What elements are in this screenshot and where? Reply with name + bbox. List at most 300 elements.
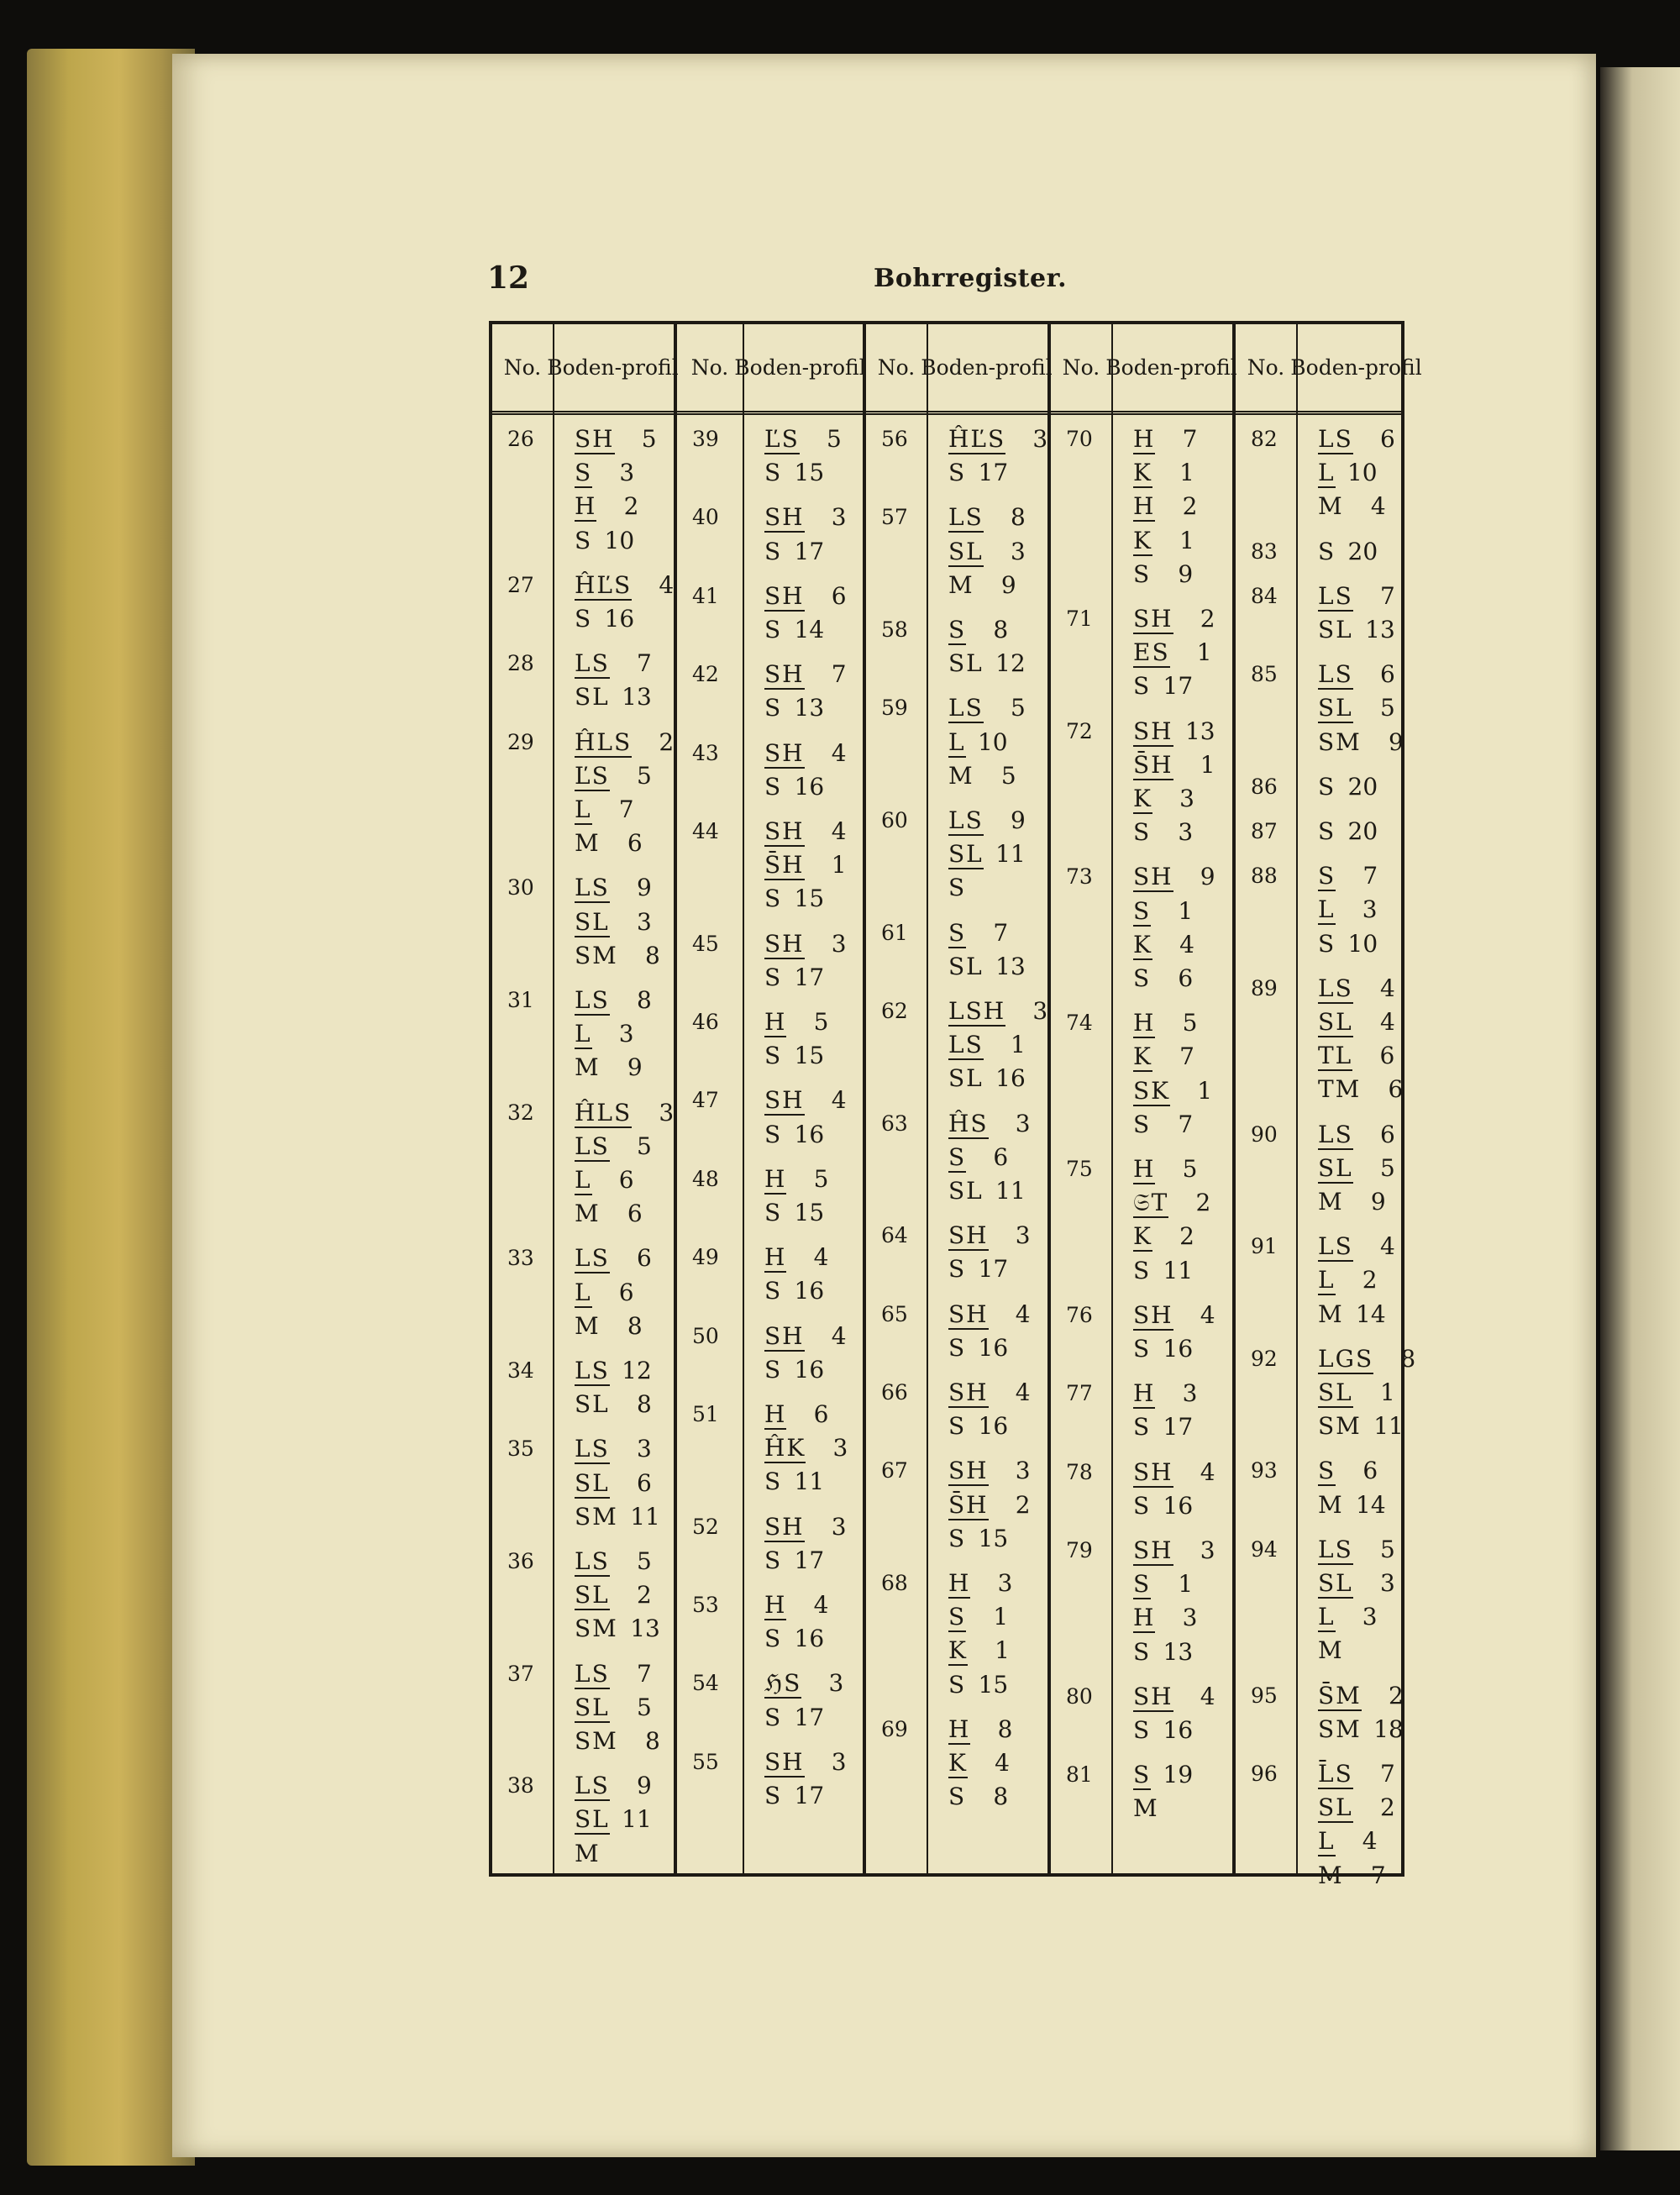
column-rule bbox=[927, 324, 928, 1873]
layer-thickness: 8 bbox=[645, 1727, 660, 1755]
entry-number: 64 bbox=[881, 1223, 908, 1248]
profile-row bbox=[1318, 974, 1395, 1002]
profile-row bbox=[948, 1064, 1026, 1092]
soil-symbol: S bbox=[948, 874, 967, 902]
profile-row bbox=[764, 1121, 824, 1148]
layer-thickness: 3 bbox=[831, 1747, 847, 1776]
layer-thickness: 8 bbox=[997, 1715, 1013, 1743]
soil-symbol: L bbox=[1318, 1827, 1336, 1856]
profile-row bbox=[1133, 1335, 1193, 1363]
entry-number: 37 bbox=[507, 1661, 534, 1686]
layer-thickness: 2 bbox=[623, 492, 639, 521]
profile-row bbox=[575, 571, 674, 599]
profile-row bbox=[948, 762, 1016, 790]
bohrregister-table bbox=[489, 321, 1422, 1889]
soil-symbol: SH bbox=[1133, 863, 1173, 891]
layer-thickness: 5 bbox=[1000, 761, 1016, 790]
entry-number: 62 bbox=[881, 999, 908, 1023]
layer-thickness: 1 bbox=[1200, 750, 1215, 779]
header-boden-line2: profil bbox=[809, 354, 866, 380]
soil-symbol: SH bbox=[948, 1300, 989, 1328]
profile-row bbox=[948, 953, 1026, 980]
profile-row bbox=[575, 1435, 652, 1462]
profile-row bbox=[1133, 964, 1193, 992]
layer-thickness: 10 bbox=[604, 526, 635, 554]
layer-thickness: 4 bbox=[1179, 930, 1194, 958]
layer-thickness: 11 bbox=[995, 840, 1026, 869]
soil-symbol: M bbox=[1318, 1490, 1344, 1519]
profile-row bbox=[1318, 1075, 1403, 1103]
layer-thickness: 1 bbox=[831, 851, 847, 880]
layer-thickness: 3 bbox=[1362, 895, 1378, 924]
soil-symbol: S bbox=[1133, 1491, 1152, 1520]
profile-row bbox=[948, 1671, 1008, 1699]
profile-row bbox=[1133, 1492, 1193, 1520]
soil-symbol: S bbox=[1133, 1110, 1152, 1138]
soil-symbol: TL bbox=[1318, 1042, 1353, 1070]
profile-row bbox=[575, 1469, 652, 1497]
soil-symbol: S bbox=[1133, 559, 1152, 588]
layer-thickness: 9 bbox=[636, 1772, 652, 1800]
soil-symbol: LS bbox=[1318, 581, 1353, 610]
layer-thickness: 1 bbox=[1178, 1570, 1194, 1599]
profile-row bbox=[948, 1525, 1008, 1552]
soil-symbol: S bbox=[1133, 964, 1152, 992]
soil-symbol: SL bbox=[575, 1390, 610, 1419]
profile-row bbox=[1133, 1009, 1197, 1037]
soil-symbol: LS bbox=[948, 806, 984, 834]
soil-symbol: LS bbox=[1318, 425, 1353, 453]
layer-thickness: 3 bbox=[1200, 1536, 1215, 1564]
profile-row bbox=[575, 492, 638, 520]
soil-symbol: SL bbox=[948, 840, 984, 869]
soil-symbol: SM bbox=[575, 1727, 618, 1755]
layer-thickness: 5 bbox=[1182, 1155, 1198, 1183]
profile-row bbox=[1318, 1715, 1404, 1743]
profile-row bbox=[764, 1008, 828, 1036]
soil-symbol: M bbox=[575, 1053, 601, 1082]
profile-row bbox=[1133, 931, 1194, 958]
facing-page-edge bbox=[1600, 67, 1680, 2150]
layer-thickness: 3 bbox=[1362, 1603, 1378, 1631]
profile-row bbox=[1318, 1188, 1386, 1216]
profile-row bbox=[764, 1086, 847, 1114]
layer-thickness: 8 bbox=[993, 1783, 1009, 1811]
soil-symbol: S̄H bbox=[948, 1490, 989, 1519]
layer-thickness: 15 bbox=[794, 885, 825, 913]
profile-row bbox=[1133, 1716, 1193, 1744]
layer-thickness: 3 bbox=[1015, 1457, 1031, 1485]
layer-thickness: 3 bbox=[1178, 818, 1194, 847]
layer-thickness: 9 bbox=[1010, 806, 1026, 834]
soil-symbol: SL bbox=[575, 683, 610, 712]
profile-row bbox=[575, 1279, 634, 1306]
entry-number: 82 bbox=[1251, 427, 1278, 451]
layer-thickness: 7 bbox=[1179, 1042, 1194, 1071]
layer-thickness: 4 bbox=[1200, 1682, 1215, 1710]
profile-row bbox=[764, 459, 824, 486]
entry-number: 48 bbox=[692, 1166, 719, 1191]
layer-thickness: 6 bbox=[1388, 1075, 1404, 1104]
soil-symbol: LS bbox=[575, 986, 610, 1014]
soil-symbol: ĤS bbox=[948, 1109, 989, 1137]
header-boden-line2: profil bbox=[1365, 354, 1422, 380]
profile-row bbox=[575, 683, 652, 711]
entry-number: 91 bbox=[1251, 1234, 1278, 1259]
soil-symbol: SL bbox=[575, 1468, 610, 1497]
profile-row bbox=[764, 1625, 824, 1652]
profile-row bbox=[948, 616, 1008, 643]
layer-thickness: 6 bbox=[1379, 1120, 1395, 1148]
layer-thickness: 5 bbox=[641, 425, 657, 453]
soil-symbol: L bbox=[575, 1020, 592, 1048]
profile-row bbox=[948, 1334, 1008, 1362]
layer-thickness: 15 bbox=[794, 1042, 825, 1070]
soil-symbol: S bbox=[1133, 818, 1152, 847]
soil-symbol: L bbox=[575, 796, 592, 823]
entry-number: 47 bbox=[692, 1088, 719, 1113]
soil-symbol: ĤĽS bbox=[948, 425, 1006, 453]
layer-thickness: 8 bbox=[636, 1390, 652, 1419]
soil-symbol: M bbox=[575, 1839, 601, 1867]
profile-row bbox=[575, 1099, 674, 1126]
layer-thickness: 2 bbox=[636, 1581, 652, 1609]
soil-symbol: S bbox=[948, 616, 967, 643]
header-no: No. bbox=[690, 354, 729, 380]
soil-symbol: S bbox=[575, 459, 593, 487]
entry-number: 30 bbox=[507, 875, 534, 901]
profile-row bbox=[948, 728, 1008, 756]
soil-symbol: K bbox=[948, 1636, 968, 1665]
profile-row bbox=[1318, 895, 1378, 923]
profile-row bbox=[764, 694, 824, 722]
soil-symbol: H bbox=[948, 1569, 971, 1597]
layer-thickness: 9 bbox=[1178, 559, 1194, 588]
soil-symbol: S bbox=[575, 526, 593, 554]
soil-symbol: LS bbox=[1318, 1232, 1353, 1261]
profile-row bbox=[1133, 1604, 1197, 1631]
header-boden-line1: Boden- bbox=[1105, 354, 1181, 380]
layer-thickness: 8 bbox=[1400, 1344, 1416, 1373]
entry-number: 56 bbox=[881, 427, 908, 451]
soil-symbol: S bbox=[764, 1042, 783, 1070]
soil-symbol: LS bbox=[575, 1357, 610, 1384]
layer-thickness: 7 bbox=[993, 918, 1009, 947]
layer-thickness: 6 bbox=[618, 1166, 634, 1194]
soil-symbol: S̄H bbox=[1133, 750, 1173, 779]
layer-thickness: 3 bbox=[1032, 997, 1048, 1025]
layer-thickness: 5 bbox=[636, 761, 652, 790]
soil-symbol: ĽS bbox=[764, 425, 800, 453]
entry-number: 40 bbox=[692, 505, 719, 530]
profile-row bbox=[948, 1749, 1010, 1777]
layer-thickness: 3 bbox=[832, 1434, 848, 1462]
layer-thickness: 3 bbox=[619, 459, 635, 487]
layer-thickness: 9 bbox=[1389, 727, 1404, 756]
soil-symbol: S bbox=[764, 1355, 783, 1384]
soil-symbol: SH bbox=[1133, 1682, 1173, 1710]
profile-row bbox=[1318, 1154, 1395, 1182]
layer-thickness: 13 bbox=[1184, 717, 1215, 745]
layer-thickness: 15 bbox=[978, 1524, 1009, 1552]
profile-row bbox=[764, 773, 824, 801]
layer-thickness: 6 bbox=[813, 1400, 829, 1428]
soil-symbol: SL bbox=[575, 1805, 610, 1834]
soil-symbol: SL bbox=[1318, 616, 1353, 643]
profile-row bbox=[948, 1110, 1031, 1137]
soil-symbol: H bbox=[1133, 1379, 1156, 1408]
soil-symbol: M bbox=[1318, 1636, 1344, 1665]
soil-symbol: L bbox=[575, 1278, 592, 1306]
soil-symbol: S bbox=[764, 1782, 783, 1809]
layer-thickness: 16 bbox=[794, 1355, 825, 1384]
header-boden-line1: Boden- bbox=[1290, 354, 1366, 380]
soil-symbol: S bbox=[1133, 1570, 1152, 1599]
layer-thickness: 13 bbox=[995, 952, 1026, 980]
soil-symbol: SM bbox=[575, 941, 618, 969]
soil-symbol: L bbox=[1318, 1266, 1336, 1294]
entry-number: 79 bbox=[1066, 1538, 1093, 1562]
layer-thickness: 4 bbox=[1200, 1300, 1215, 1329]
layer-thickness: 5 bbox=[1010, 694, 1026, 722]
layer-thickness: 6 bbox=[1379, 1042, 1395, 1070]
layer-thickness: 4 bbox=[659, 570, 675, 599]
profile-row bbox=[575, 425, 657, 453]
soil-symbol: LS bbox=[575, 1772, 610, 1800]
entry-number: 34 bbox=[507, 1358, 534, 1383]
profile-row bbox=[575, 1581, 652, 1609]
layer-thickness: 20 bbox=[1347, 772, 1378, 801]
profile-row bbox=[1318, 1536, 1395, 1563]
soil-symbol: M bbox=[575, 1311, 601, 1340]
profile-row bbox=[1133, 672, 1193, 700]
soil-symbol: S bbox=[1133, 1413, 1152, 1441]
layer-thickness: 18 bbox=[1373, 1715, 1404, 1743]
entry-number: 61 bbox=[881, 920, 908, 945]
soil-symbol: SM bbox=[1318, 727, 1362, 756]
entry-number: 41 bbox=[692, 583, 719, 608]
layer-thickness: 4 bbox=[1015, 1378, 1031, 1406]
profile-row bbox=[1133, 1077, 1212, 1105]
profile-row bbox=[948, 571, 1016, 599]
profile-row bbox=[1318, 1345, 1415, 1373]
layer-thickness: 12 bbox=[622, 1357, 652, 1384]
profile-row bbox=[948, 649, 1026, 677]
layer-thickness: 17 bbox=[978, 1255, 1009, 1284]
entry-number: 84 bbox=[1251, 583, 1278, 608]
profile-row bbox=[1133, 527, 1194, 554]
soil-symbol: S bbox=[575, 605, 593, 633]
soil-symbol: SH bbox=[764, 581, 805, 610]
soil-symbol: L̄S bbox=[1318, 1760, 1353, 1788]
soil-symbol: SL bbox=[1318, 1793, 1353, 1822]
entry-number: 76 bbox=[1066, 1302, 1093, 1327]
profile-row bbox=[1318, 1121, 1395, 1148]
profile-row bbox=[575, 527, 634, 554]
soil-symbol: SH bbox=[1133, 1457, 1173, 1486]
layer-thickness: 3 bbox=[618, 1020, 634, 1048]
profile-row bbox=[948, 1177, 1026, 1205]
soil-symbol: M bbox=[948, 570, 974, 599]
entry-number: 50 bbox=[692, 1323, 719, 1348]
profile-row bbox=[1318, 459, 1378, 486]
layer-thickness: 4 bbox=[831, 1321, 847, 1350]
layer-thickness: 17 bbox=[794, 537, 825, 565]
column-rule bbox=[743, 324, 744, 1873]
layer-thickness: 12 bbox=[995, 649, 1026, 678]
layer-thickness: 17 bbox=[1163, 1413, 1194, 1441]
soil-symbol: S bbox=[1318, 537, 1336, 565]
layer-thickness: 5 bbox=[813, 1008, 829, 1036]
profile-row bbox=[764, 538, 824, 565]
soil-symbol: SL bbox=[575, 1581, 610, 1609]
layer-thickness: 3 bbox=[1182, 1604, 1198, 1632]
layer-thickness: 1 bbox=[993, 1603, 1009, 1631]
soil-symbol: S bbox=[1133, 672, 1152, 701]
soil-symbol: M bbox=[948, 761, 974, 790]
soil-symbol: SM bbox=[575, 1615, 618, 1643]
soil-symbol: S bbox=[764, 1546, 783, 1574]
column-rule bbox=[1111, 324, 1113, 1873]
layer-thickness: 6 bbox=[618, 1278, 634, 1306]
soil-symbol: S bbox=[764, 772, 783, 801]
entry-number: 39 bbox=[692, 427, 719, 451]
layer-thickness: 4 bbox=[1370, 492, 1386, 521]
layer-thickness: 9 bbox=[636, 874, 652, 902]
soil-symbol: H bbox=[1133, 425, 1156, 453]
header-bodenprofil bbox=[921, 324, 1053, 411]
entry-number: 36 bbox=[507, 1549, 534, 1573]
profile-row bbox=[948, 1603, 1008, 1630]
header-boden-line1: Boden- bbox=[547, 354, 622, 380]
layer-thickness: 13 bbox=[622, 683, 652, 712]
header-no: No. bbox=[877, 354, 916, 380]
layer-thickness: 2 bbox=[1195, 1189, 1211, 1217]
entry-number: 59 bbox=[881, 696, 908, 721]
layer-thickness: 6 bbox=[636, 1468, 652, 1497]
layer-thickness: 11 bbox=[622, 1805, 652, 1834]
soil-symbol: SH bbox=[764, 1086, 805, 1115]
entry-number: 68 bbox=[881, 1571, 908, 1595]
layer-thickness: 11 bbox=[1373, 1412, 1404, 1441]
soil-symbol: S bbox=[948, 918, 967, 947]
soil-symbol: L bbox=[575, 1166, 592, 1194]
layer-thickness: 15 bbox=[794, 459, 825, 487]
profile-row bbox=[948, 1715, 1012, 1743]
profile-row bbox=[1133, 638, 1212, 666]
layer-thickness: 2 bbox=[1379, 1793, 1395, 1822]
profile-row bbox=[575, 1132, 652, 1160]
group-rule bbox=[863, 324, 866, 1873]
profile-row bbox=[1318, 1042, 1394, 1069]
profile-row bbox=[1133, 863, 1215, 890]
profile-row bbox=[1133, 1189, 1210, 1217]
soil-symbol: ES bbox=[1133, 638, 1170, 667]
layer-thickness: 20 bbox=[1347, 537, 1378, 565]
layer-thickness: 11 bbox=[995, 1177, 1026, 1205]
layer-thickness: 8 bbox=[636, 986, 652, 1014]
profile-row bbox=[948, 806, 1026, 834]
soil-symbol: S bbox=[948, 1670, 967, 1699]
profile-row bbox=[1133, 1536, 1215, 1564]
soil-symbol: H bbox=[764, 1591, 787, 1619]
entry-number: 74 bbox=[1066, 1011, 1093, 1036]
layer-thickness: 3 bbox=[997, 1569, 1013, 1597]
soil-symbol: K bbox=[1133, 526, 1152, 554]
profile-row bbox=[575, 762, 652, 790]
soil-symbol: LS bbox=[575, 649, 610, 678]
profile-row bbox=[1133, 751, 1215, 779]
layer-thickness: 5 bbox=[1379, 1153, 1395, 1182]
soil-symbol: SH bbox=[764, 1747, 805, 1776]
entry-number: 63 bbox=[881, 1111, 908, 1136]
profile-row bbox=[1318, 1682, 1404, 1709]
layer-thickness: 7 bbox=[636, 1659, 652, 1688]
layer-thickness: 16 bbox=[978, 1333, 1009, 1362]
profile-row bbox=[948, 840, 1026, 868]
layer-thickness: 4 bbox=[831, 738, 847, 767]
layer-thickness: 2 bbox=[659, 727, 675, 756]
header-boden-line2: profil bbox=[995, 354, 1053, 380]
soil-symbol: S bbox=[764, 1625, 783, 1653]
entry-number: 31 bbox=[507, 988, 534, 1012]
header-no: No. bbox=[503, 354, 542, 380]
soil-symbol: SL bbox=[1318, 1378, 1353, 1406]
header-boden-line2: profil bbox=[1180, 354, 1237, 380]
entry-number: 93 bbox=[1251, 1458, 1278, 1483]
soil-symbol: S bbox=[1133, 1761, 1152, 1789]
layer-thickness: 6 bbox=[636, 1244, 652, 1273]
profile-row bbox=[764, 964, 824, 991]
profile-row bbox=[1318, 728, 1404, 756]
profile-row bbox=[948, 1221, 1031, 1249]
entry-number: 55 bbox=[692, 1749, 719, 1774]
layer-thickness: 7 bbox=[618, 796, 634, 823]
layer-thickness: 1 bbox=[1179, 459, 1194, 487]
layer-thickness: 16 bbox=[794, 1277, 825, 1305]
entry-number: 27 bbox=[507, 572, 534, 597]
profile-row bbox=[575, 1805, 652, 1833]
entry-number: 44 bbox=[692, 819, 719, 843]
soil-symbol: L bbox=[1318, 459, 1336, 487]
profile-row bbox=[764, 1165, 828, 1193]
layer-thickness: 2 bbox=[1015, 1490, 1031, 1519]
layer-thickness: 10 bbox=[977, 727, 1008, 756]
entry-number: 38 bbox=[507, 1773, 534, 1799]
profile-row bbox=[1318, 773, 1378, 801]
soil-symbol: TM bbox=[1318, 1075, 1362, 1104]
layer-thickness: 7 bbox=[1370, 1861, 1386, 1889]
soil-symbol: LS bbox=[1318, 1120, 1353, 1148]
entry-number: 83 bbox=[1251, 538, 1278, 564]
profile-row bbox=[575, 605, 634, 633]
layer-thickness: 4 bbox=[1379, 1232, 1395, 1261]
soil-symbol: SH bbox=[764, 660, 805, 689]
entry-number: 72 bbox=[1066, 718, 1093, 743]
layer-thickness: 6 bbox=[831, 581, 847, 610]
layer-thickness: 16 bbox=[794, 1625, 825, 1653]
profile-row bbox=[948, 1378, 1031, 1406]
layer-thickness: 3 bbox=[659, 1098, 675, 1126]
entry-number: 81 bbox=[1066, 1762, 1093, 1788]
soil-symbol: M bbox=[575, 1200, 601, 1228]
layer-thickness: 13 bbox=[1163, 1637, 1194, 1666]
entry-number: 71 bbox=[1066, 607, 1093, 631]
profile-row bbox=[1133, 785, 1194, 812]
soil-symbol: S bbox=[764, 885, 783, 913]
running-head: Bohrregister. bbox=[874, 264, 1068, 293]
profile-row bbox=[575, 1312, 643, 1340]
